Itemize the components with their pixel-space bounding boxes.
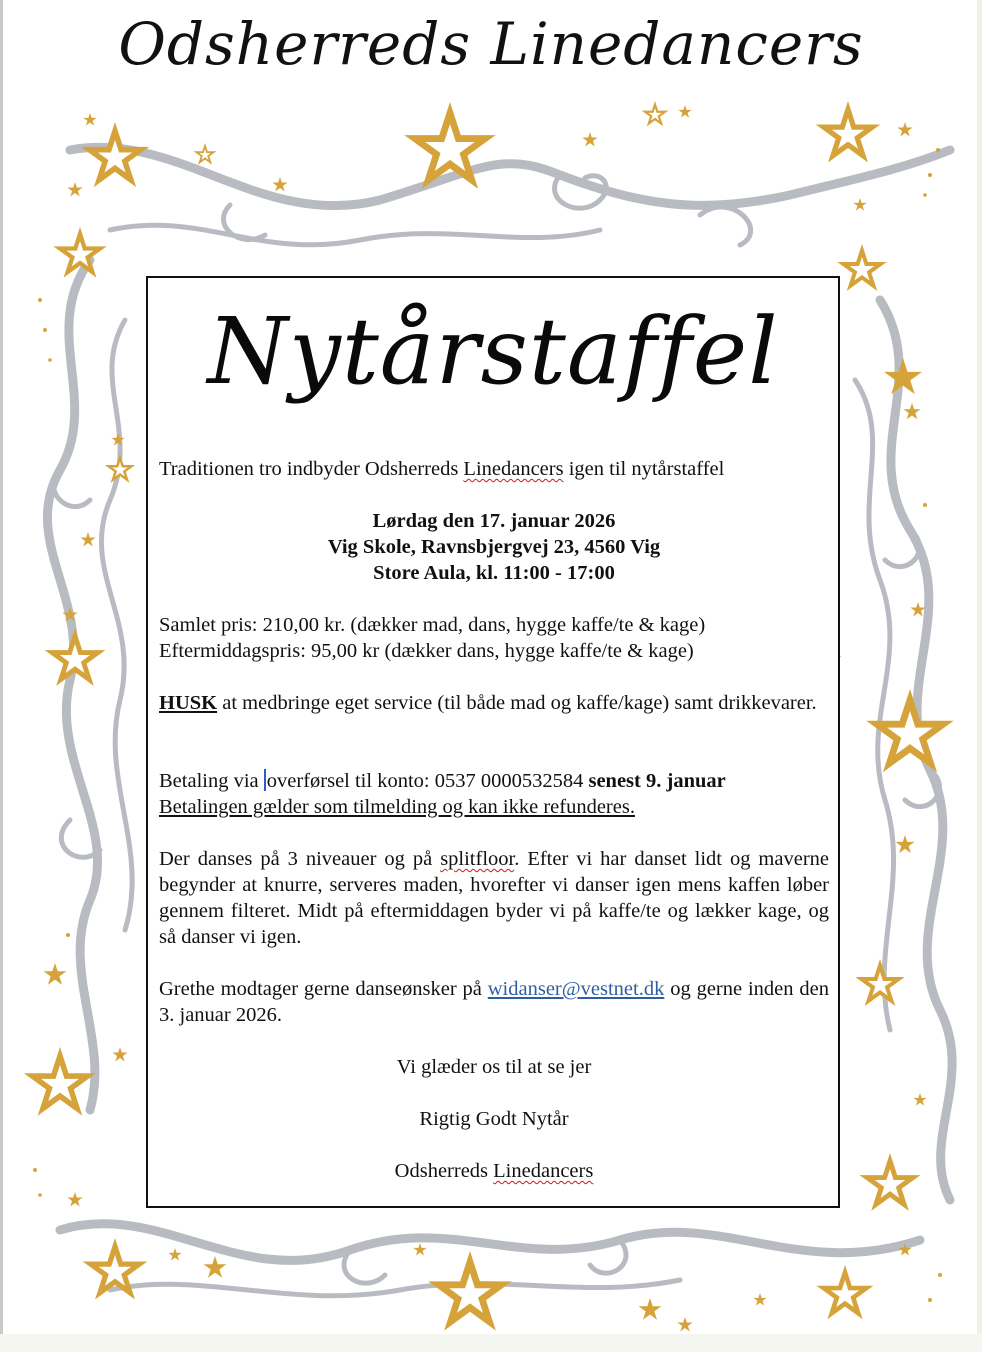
- invitation-box: [146, 276, 840, 1208]
- payment-text: [159, 768, 829, 794]
- payment-note-line: [159, 794, 829, 820]
- signature: [159, 1158, 829, 1184]
- event-title: Nytårstaffel: [207, 298, 779, 405]
- payment-note: Betalingen gælder som tilmelding og kan ikke refunderes.: [159, 796, 635, 818]
- intro-org-word: Linedancers: [463, 458, 564, 480]
- signature-prefix: Odsherreds: [394, 1160, 494, 1182]
- payment-prefix: Betaling via: [159, 770, 264, 792]
- reminder-text: [159, 690, 829, 716]
- event-date: Lørdag den 17. januar 2026: [372, 510, 616, 532]
- event-time: Store Aula, kl. 11:00 - 17:00: [373, 562, 615, 584]
- intro-text: [159, 456, 829, 482]
- closing-line-1: Vi glæder os til at se jer: [396, 1056, 592, 1078]
- requests-prefix: Grethe modtager gerne danseønsker på: [159, 978, 488, 1000]
- intro-suffix: igen til nytårstaffel: [563, 458, 725, 480]
- payment-deadline: senest 9. januar: [588, 770, 726, 792]
- price-full: Samlet pris: 210,00 kr. (dækker mad, dans, hygge kaffe/te & kage): [159, 614, 706, 636]
- program-part1: Der danses på 3 niveauer og på: [159, 848, 441, 870]
- program-part2: . Efter vi har danset lidt og maverne begynder at knurre, serveres maden, hvorefter vi danser igen mens kaffen løber gennem filteret. Midt på eftermiddagen byder vi på kaffe/te og lækker kage, og så danser vi igen.: [159, 848, 830, 948]
- reminder-label: HUSK: [159, 692, 218, 714]
- intro-prefix: Traditionen tro indbyder Odsherreds: [159, 458, 464, 480]
- closing-line-2: Rigtig Godt Nytår: [419, 1108, 569, 1130]
- event-venue: Vig Skole, Ravnsbjergvej 23, 4560 Vig: [327, 536, 661, 558]
- signature-word: Linedancers: [493, 1160, 594, 1182]
- price-afternoon: Eftermiddagspris: 95,00 kr (dækker dans, hygge kaffe/te & kage): [159, 640, 694, 662]
- requests-text: [159, 976, 829, 1028]
- payment-account: overførsel til konto: 0537 0000532584: [266, 770, 589, 792]
- program-spell-word: splitfloor: [440, 848, 515, 870]
- email-link[interactable]: widanser@vestnet.dk: [487, 978, 665, 1000]
- reminder-body: at medbringe eget service (til både mad og kaffe/kage) samt drikkevarer.: [217, 692, 817, 714]
- program-text: [159, 846, 829, 950]
- org-title: Odsherreds Linedancers: [118, 10, 864, 78]
- text-cursor: [264, 769, 266, 791]
- requests-suffix: og gerne inden den 3. januar 2026.: [159, 978, 829, 1026]
